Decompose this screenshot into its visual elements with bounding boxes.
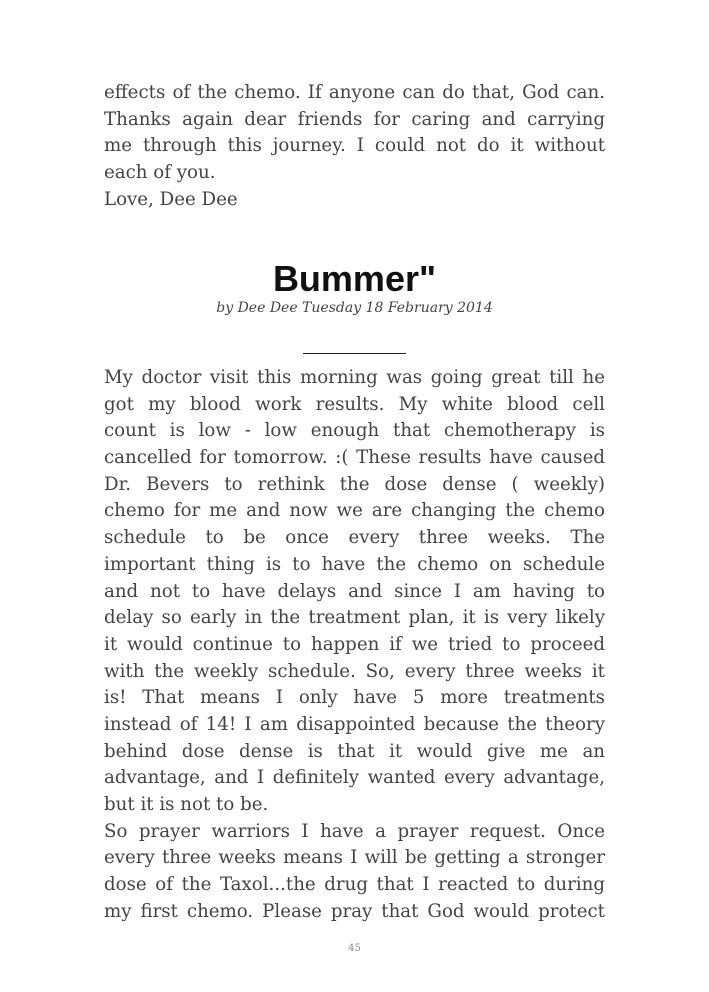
text-line: cancelled for tomorrow. :( These results have caused xyxy=(104,447,605,469)
text-line: advantage, and I definitely wanted every advantage, xyxy=(104,767,605,789)
text-line: is! That means I only have 5 more treatments xyxy=(104,687,605,709)
text-line: dose of the Taxol...the drug that I reacted to during xyxy=(104,874,605,896)
text-line: important thing is to have the chemo on schedule xyxy=(104,553,605,575)
text-line: schedule to be once every three weeks. The xyxy=(104,527,605,549)
text-line: effects of the chemo. If anyone can do that, God can. xyxy=(104,82,605,103)
article-body xyxy=(104,365,605,925)
text-line: every three weeks means I will be getting a stronger xyxy=(104,847,605,869)
text-line: my first chemo. Please pray that God would protect xyxy=(104,900,605,922)
article-byline: by Dee Dee Tuesday 18 February 2014 xyxy=(216,300,493,316)
text-line: Love, Dee Dee xyxy=(104,188,238,210)
text-line: it would continue to happen if we tried to proceed xyxy=(104,633,605,655)
text-line: chemo for me and now we are changing the chemo xyxy=(104,500,605,522)
separator-rule xyxy=(303,353,406,354)
text-line: and not to have delays and since I am having to xyxy=(104,580,605,602)
text-line: delay so early in the treatment plan, it is very likely xyxy=(104,607,605,629)
text-line: got my blood work results. My white blood cell xyxy=(104,393,605,415)
article-title: Bummer" xyxy=(272,258,437,299)
text-line: behind dose dense is that it would give me an xyxy=(104,740,605,762)
page-number: 45 xyxy=(348,943,361,954)
text-line: count is low - low enough that chemotherapy is xyxy=(104,420,605,442)
text-line: with the weekly schedule. So, every three weeks it xyxy=(104,660,605,682)
text-line: So prayer warriors I have a prayer request. Once xyxy=(104,820,605,842)
text-line: My doctor visit this morning was going great till he xyxy=(104,367,605,388)
text-line: each of you. xyxy=(104,162,216,184)
text-line: but it is not to be. xyxy=(104,794,269,815)
text-line: Dr. Bevers to rethink the dose dense ( weekly) xyxy=(104,473,605,495)
text-line: instead of 14! I am disappointed because the theory xyxy=(104,713,605,735)
text-line: me through this journey. I could not do it without xyxy=(104,135,605,157)
text-line: Thanks again dear friends for caring and carrying xyxy=(104,108,605,130)
previous-article-ending xyxy=(104,80,605,213)
